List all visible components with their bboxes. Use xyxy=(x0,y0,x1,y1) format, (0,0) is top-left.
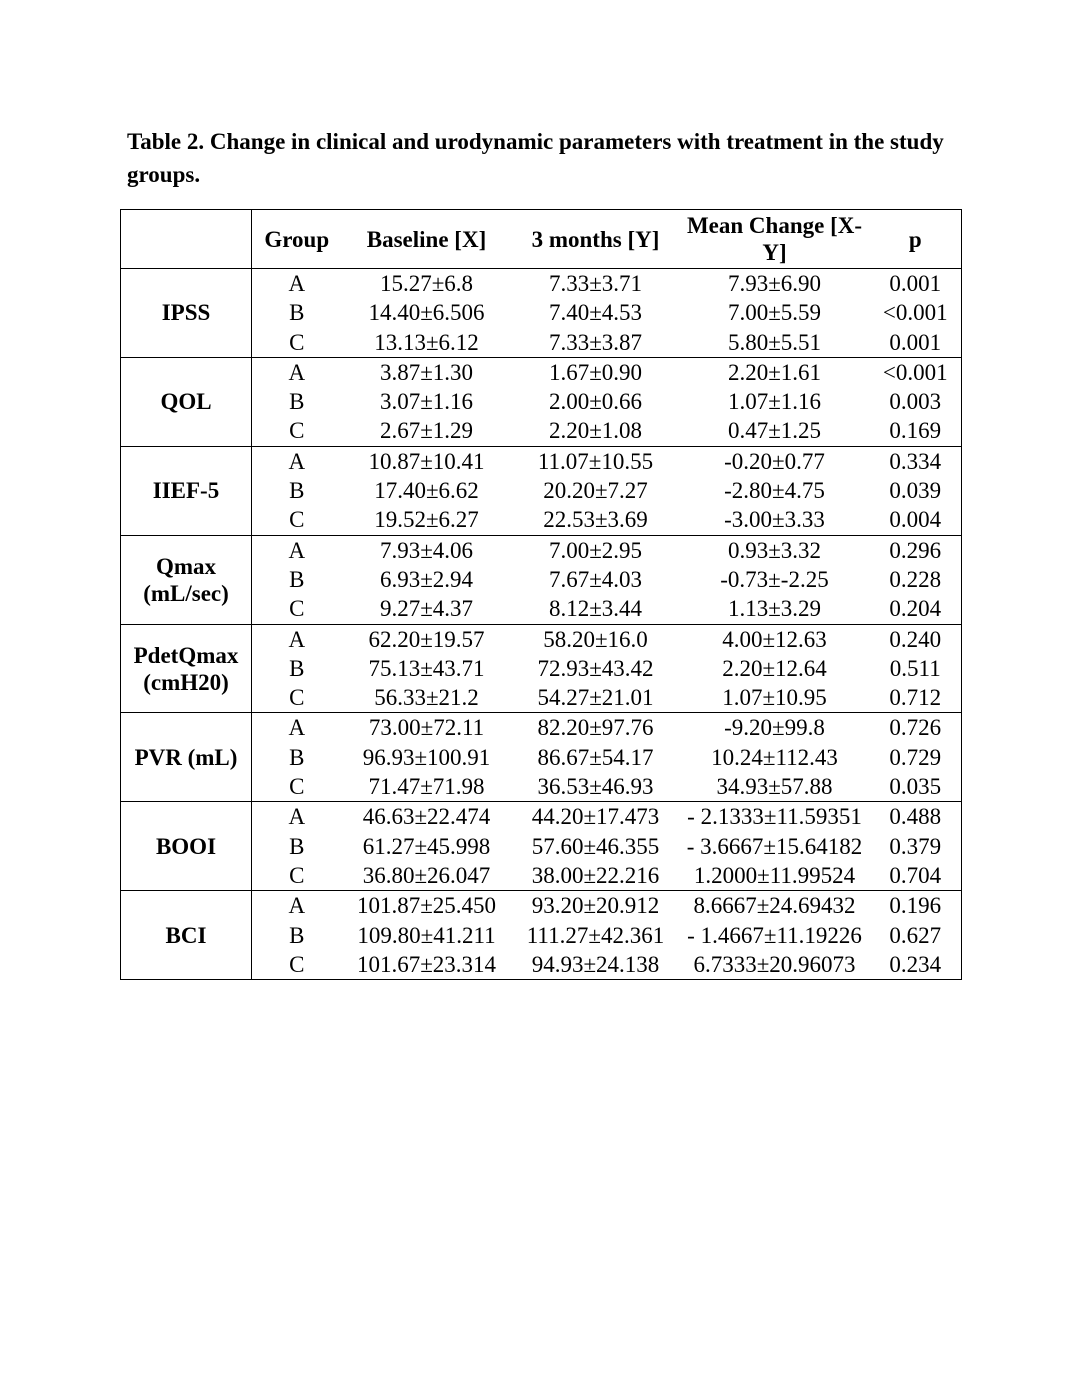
cell-mean-change: 2.20±12.64 xyxy=(722,655,827,681)
cell-baseline: 73.00±72.11 xyxy=(368,715,485,741)
cell-group: B xyxy=(289,744,305,770)
cell-baseline: 14.40±6.506 xyxy=(368,300,485,326)
cell-group: C xyxy=(252,328,342,358)
cell-three-months: 93.20±20.912 xyxy=(531,893,660,919)
cell-mean-change: 6.7333±20.96073 xyxy=(680,950,870,980)
parameter-label: BCI xyxy=(121,891,252,980)
cell-group: C xyxy=(252,594,342,624)
cell-three-months: 38.00±22.216 xyxy=(512,861,680,891)
cell-p: 0.729 xyxy=(889,744,942,770)
cell-baseline: 96.93±100.91 xyxy=(362,744,491,770)
cell-mean-change: - 2.1333±11.59351 xyxy=(687,804,862,830)
cell-mean-change: -3.00±3.33 xyxy=(680,505,870,535)
parameter-label: PVR (mL) xyxy=(121,713,252,802)
cell-group: A xyxy=(288,271,306,296)
cell-mean-change: 0.47±1.25 xyxy=(680,416,870,446)
cell-p: 0.726 xyxy=(889,715,942,741)
cell-mean-change: 4.00±12.63 xyxy=(722,626,827,652)
header-row xyxy=(121,210,962,269)
parameter-label: IIEF-5 xyxy=(121,446,252,535)
cell-three-months: 2.00±0.66 xyxy=(548,389,643,415)
cell-group: A xyxy=(288,448,306,474)
cell-baseline: 17.40±6.62 xyxy=(374,478,479,504)
cell-group: C xyxy=(252,772,342,802)
cell-group: B xyxy=(289,655,305,681)
cell-p: 0.234 xyxy=(870,950,962,980)
cell-group: C xyxy=(252,683,342,713)
cell-mean-change: -0.20±0.77 xyxy=(724,448,825,474)
cell-p: 0.001 xyxy=(870,328,962,358)
table-body xyxy=(121,269,962,980)
cell-three-months: 72.93±43.42 xyxy=(537,655,654,681)
cell-p: 0.169 xyxy=(870,416,962,446)
cell-three-months: 111.27±42.361 xyxy=(526,922,665,948)
cell-baseline: 56.33±21.2 xyxy=(342,683,512,713)
cell-baseline: 71.47±71.98 xyxy=(342,772,512,802)
cell-three-months: 7.67±4.03 xyxy=(548,566,643,592)
parameter-label: IPSS xyxy=(121,269,252,358)
cell-p: 0.204 xyxy=(870,594,962,624)
cell-p: 0.627 xyxy=(889,922,942,948)
cell-p: 0.296 xyxy=(889,537,942,563)
cell-three-months: 2.20±1.08 xyxy=(512,416,680,446)
cell-mean-change: -2.80±4.75 xyxy=(724,478,825,504)
cell-three-months: 36.53±46.93 xyxy=(512,772,680,802)
cell-mean-change: 1.2000±11.99524 xyxy=(680,861,870,891)
cell-group: C xyxy=(252,950,342,980)
cell-baseline: 3.07±1.16 xyxy=(379,389,474,415)
header-baseline: Baseline [X] xyxy=(342,210,512,269)
cell-three-months: 22.53±3.69 xyxy=(512,505,680,535)
cell-baseline: 109.80±41.211 xyxy=(357,922,496,948)
cell-baseline: 9.27±4.37 xyxy=(342,594,512,624)
cell-p: <0.001 xyxy=(882,359,948,385)
header-p: p xyxy=(870,210,962,269)
cell-mean-change: 1.07±10.95 xyxy=(680,683,870,713)
cell-group: A xyxy=(288,359,306,385)
cell-group: B xyxy=(289,833,305,859)
cell-three-months: 7.40±4.53 xyxy=(548,300,643,326)
cell-baseline: 19.52±6.27 xyxy=(342,505,512,535)
cell-p: 0.704 xyxy=(870,861,962,891)
cell-p: 0.379 xyxy=(889,833,942,859)
cell-mean-change: 10.24±112.43 xyxy=(711,744,838,770)
cell-mean-change: 1.07±1.16 xyxy=(727,389,822,415)
table-row xyxy=(121,802,962,832)
cell-three-months: 54.27±21.01 xyxy=(512,683,680,713)
cell-three-months: 58.20±16.0 xyxy=(543,626,648,652)
cell-mean-change: 1.13±3.29 xyxy=(680,594,870,624)
cell-p: 0.003 xyxy=(889,389,942,415)
cell-p: 0.035 xyxy=(870,772,962,802)
header-param xyxy=(121,210,252,269)
cell-mean-change: 34.93±57.88 xyxy=(680,772,870,802)
cell-group: A xyxy=(288,537,306,563)
cell-p: 0.712 xyxy=(870,683,962,713)
cell-three-months: 82.20±97.76 xyxy=(537,715,654,741)
cell-group: C xyxy=(252,861,342,891)
cell-three-months: 1.67±0.90 xyxy=(548,359,643,385)
cell-group: B xyxy=(289,566,305,592)
table-row xyxy=(121,891,962,921)
cell-baseline: 10.87±10.41 xyxy=(368,448,485,474)
cell-group: A xyxy=(288,626,306,652)
cell-mean-change: 8.6667±24.69432 xyxy=(693,893,856,919)
cell-mean-change: -9.20±99.8 xyxy=(724,715,825,741)
table-row xyxy=(121,624,962,654)
cell-group: B xyxy=(289,922,305,948)
cell-group: A xyxy=(288,715,306,741)
cell-baseline: 46.63±22.474 xyxy=(362,804,491,830)
cell-baseline: 2.67±1.29 xyxy=(342,416,512,446)
cell-baseline: 61.27±45.998 xyxy=(362,833,491,859)
cell-group: A xyxy=(288,804,306,830)
cell-mean-change: - 3.6667±15.64182 xyxy=(686,833,863,859)
cell-three-months: 7.33±3.87 xyxy=(512,328,680,358)
table-row xyxy=(121,269,962,299)
cell-p: 0.001 xyxy=(889,271,942,296)
cell-three-months: 11.07±10.55 xyxy=(537,448,654,474)
cell-baseline: 101.67±23.314 xyxy=(342,950,512,980)
cell-group: B xyxy=(289,478,305,504)
header-three-months: 3 months [Y] xyxy=(512,210,680,269)
cell-p: 0.334 xyxy=(889,448,942,474)
cell-group: C xyxy=(252,416,342,446)
cell-p: 0.004 xyxy=(870,505,962,535)
cell-three-months: 94.93±24.138 xyxy=(512,950,680,980)
parameter-label: BOOI xyxy=(121,802,252,891)
table-row xyxy=(121,535,962,565)
cell-group: A xyxy=(288,893,306,919)
cell-p: 0.196 xyxy=(889,893,942,919)
cell-mean-change: 2.20±1.61 xyxy=(727,359,822,385)
parameter-label: PdetQmax (cmH20) xyxy=(121,624,252,713)
parameter-label: QOL xyxy=(121,357,252,446)
cell-p: 0.228 xyxy=(889,566,942,592)
cell-mean-change: 0.93±3.32 xyxy=(727,537,822,563)
cell-mean-change: 7.93±6.90 xyxy=(727,271,822,296)
cell-baseline: 101.87±25.450 xyxy=(356,893,497,919)
table-row xyxy=(121,713,962,743)
cell-three-months: 86.67±54.17 xyxy=(537,744,654,770)
cell-p: 0.488 xyxy=(889,804,942,830)
cell-p: 0.511 xyxy=(889,655,941,681)
table-row xyxy=(121,357,962,387)
cell-mean-change: -0.73±-2.25 xyxy=(720,566,829,592)
cell-baseline: 36.80±26.047 xyxy=(342,861,512,891)
cell-mean-change: 5.80±5.51 xyxy=(680,328,870,358)
cell-three-months: 20.20±7.27 xyxy=(543,478,648,504)
cell-mean-change: - 1.4667±11.19226 xyxy=(687,922,862,948)
table-caption: Table 2. Change in clinical and urodynamic parameters with treatment in the study groups. xyxy=(127,129,944,187)
results-table xyxy=(120,209,962,980)
cell-three-months: 7.33±3.71 xyxy=(548,271,643,296)
cell-baseline: 6.93±2.94 xyxy=(379,566,474,592)
cell-baseline: 7.93±4.06 xyxy=(379,537,474,563)
cell-p: 0.240 xyxy=(889,626,942,652)
cell-p: <0.001 xyxy=(882,300,948,326)
cell-three-months: 7.00±2.95 xyxy=(548,537,643,563)
cell-baseline: 3.87±1.30 xyxy=(379,359,474,385)
cell-three-months: 8.12±3.44 xyxy=(512,594,680,624)
cell-three-months: 57.60±46.355 xyxy=(531,833,660,859)
cell-baseline: 15.27±6.8 xyxy=(379,271,474,296)
cell-mean-change: 7.00±5.59 xyxy=(727,300,822,326)
parameter-label: Qmax (mL/sec) xyxy=(121,535,252,624)
cell-group: C xyxy=(252,505,342,535)
cell-baseline: 62.20±19.57 xyxy=(368,626,485,652)
header-mean-change: Mean Change [X-Y] xyxy=(680,210,870,269)
cell-p: 0.039 xyxy=(889,478,942,504)
cell-group: B xyxy=(289,300,305,326)
cell-baseline: 75.13±43.71 xyxy=(368,655,485,681)
cell-three-months: 44.20±17.473 xyxy=(531,804,660,830)
header-group: Group xyxy=(252,210,342,269)
cell-baseline: 13.13±6.12 xyxy=(342,328,512,358)
cell-group: B xyxy=(289,389,305,415)
table-row xyxy=(121,446,962,476)
